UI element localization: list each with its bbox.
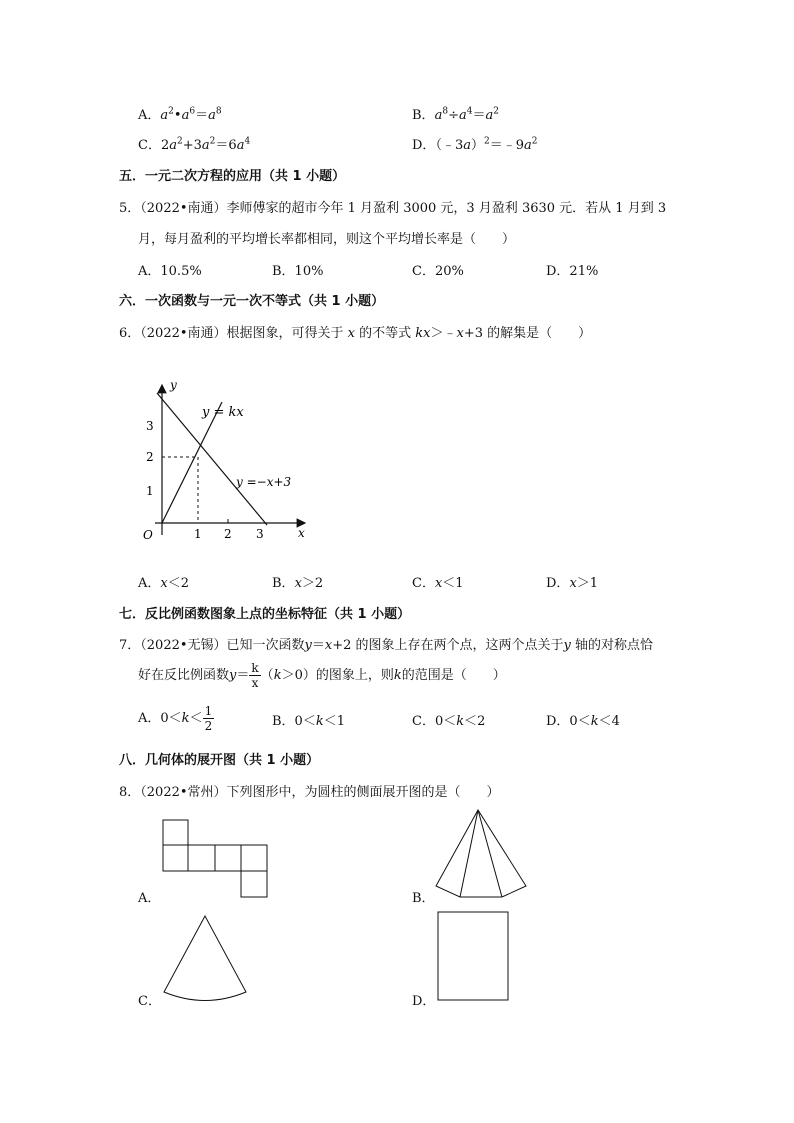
q6-option-c: C．x＜1	[412, 576, 464, 591]
q8-label-a: A．	[138, 891, 161, 906]
q5-stem-line2: 月，每月盈利的平均增长率都相同，则这个平均增长率是（ ）	[138, 232, 516, 247]
q6-option-a: A．x＜2	[138, 576, 190, 591]
y-axis-label: y	[170, 378, 177, 392]
line-label-neg-x-plus-3: y =−x+3	[236, 475, 292, 489]
q8-figure-d-rectangle	[436, 910, 512, 1004]
q5-option-a: A．10.5%	[138, 264, 202, 279]
q8-stem: 8．（2022•常州）下列图形中，为圆柱的侧面展开图的是（ ）	[119, 785, 500, 800]
q7-option-a: A．0＜k＜ $\frac{1}{2}$	[138, 704, 213, 733]
origin-label: O	[143, 528, 153, 542]
line-y-kx	[162, 402, 222, 523]
q6-stem: 6．（2022•南通）根据图象，可得关于 x 的不等式 kx＞﹣x+3 的解集是（ ）	[119, 326, 592, 341]
section-5-title: 五．一元二次方程的应用（共 1 小题）	[119, 169, 346, 184]
q5-option-b: B．10%	[272, 264, 324, 279]
q7-option-b: B．0＜k＜1	[272, 714, 345, 729]
x-tick-1: 1	[194, 527, 202, 541]
q6-option-d: D．x＞1	[546, 576, 599, 591]
q4-option-b: B．$a^8\div a^4=a^2$	[412, 106, 499, 123]
q8-label-c: C．	[138, 994, 161, 1009]
q7-option-d: D．0＜k＜4	[546, 714, 620, 729]
q6-function-graph	[130, 375, 320, 545]
x-tick-3: 3	[256, 527, 264, 541]
q8-figure-a-cube-net	[160, 818, 272, 900]
q5-option-c: C．20%	[412, 264, 464, 279]
q8-figure-c-sector	[160, 912, 250, 1004]
y-tick-1: 1	[146, 484, 154, 498]
section-8-title: 八．几何体的展开图（共 1 小题）	[119, 753, 320, 768]
q4-option-d: D．$(﹣3a)^2=﹣9a^2$	[412, 136, 538, 153]
q8-figure-b-pyramid	[432, 808, 532, 900]
q5-option-d: D．21%	[546, 264, 599, 279]
q6-option-b: B．x＞2	[272, 576, 324, 591]
q7-fraction: $\frac{k}{x}$	[251, 661, 259, 690]
section-6-title: 六．一次函数与一元一次不等式（共 1 小题）	[119, 294, 385, 309]
y-tick-3: 3	[146, 419, 154, 433]
q8-label-d: D．	[412, 994, 436, 1009]
q4-option-a: A．$a^2•a^6=a^8$	[138, 106, 222, 123]
line-label-kx: y = kx	[202, 405, 244, 420]
q4-option-c: C．$2a^2+3a^2=6a^4$	[138, 136, 251, 153]
q5-stem-line1: 5．（2022•南通）李师傅家的超市今年 1 月盈利 3000 元，3 月盈利 3630 元．若从 1 月到 3	[119, 201, 667, 216]
x-tick-2: 2	[224, 527, 232, 541]
section-7-title: 七．反比例函数图象上点的坐标特征（共 1 小题）	[119, 607, 411, 622]
y-tick-2: 2	[146, 450, 154, 464]
q7-stem-line1: 7．（2022•无锡）已知一次函数y＝x+2 的图象上存在两个点，这两个点关于y 轴的对称点恰	[119, 638, 654, 653]
q7-option-c: C．0＜k＜2	[412, 714, 486, 729]
x-axis-label: x	[298, 526, 305, 540]
q7-option-a-fraction: $\frac{1}{2}$	[204, 704, 213, 733]
q7-stem-line2: 好在反比例函数y＝ $\frac{k}{x}$ （k＞0）的图象上，则k的范围是（ ）	[138, 661, 506, 690]
q8-label-b: B．	[412, 891, 435, 906]
